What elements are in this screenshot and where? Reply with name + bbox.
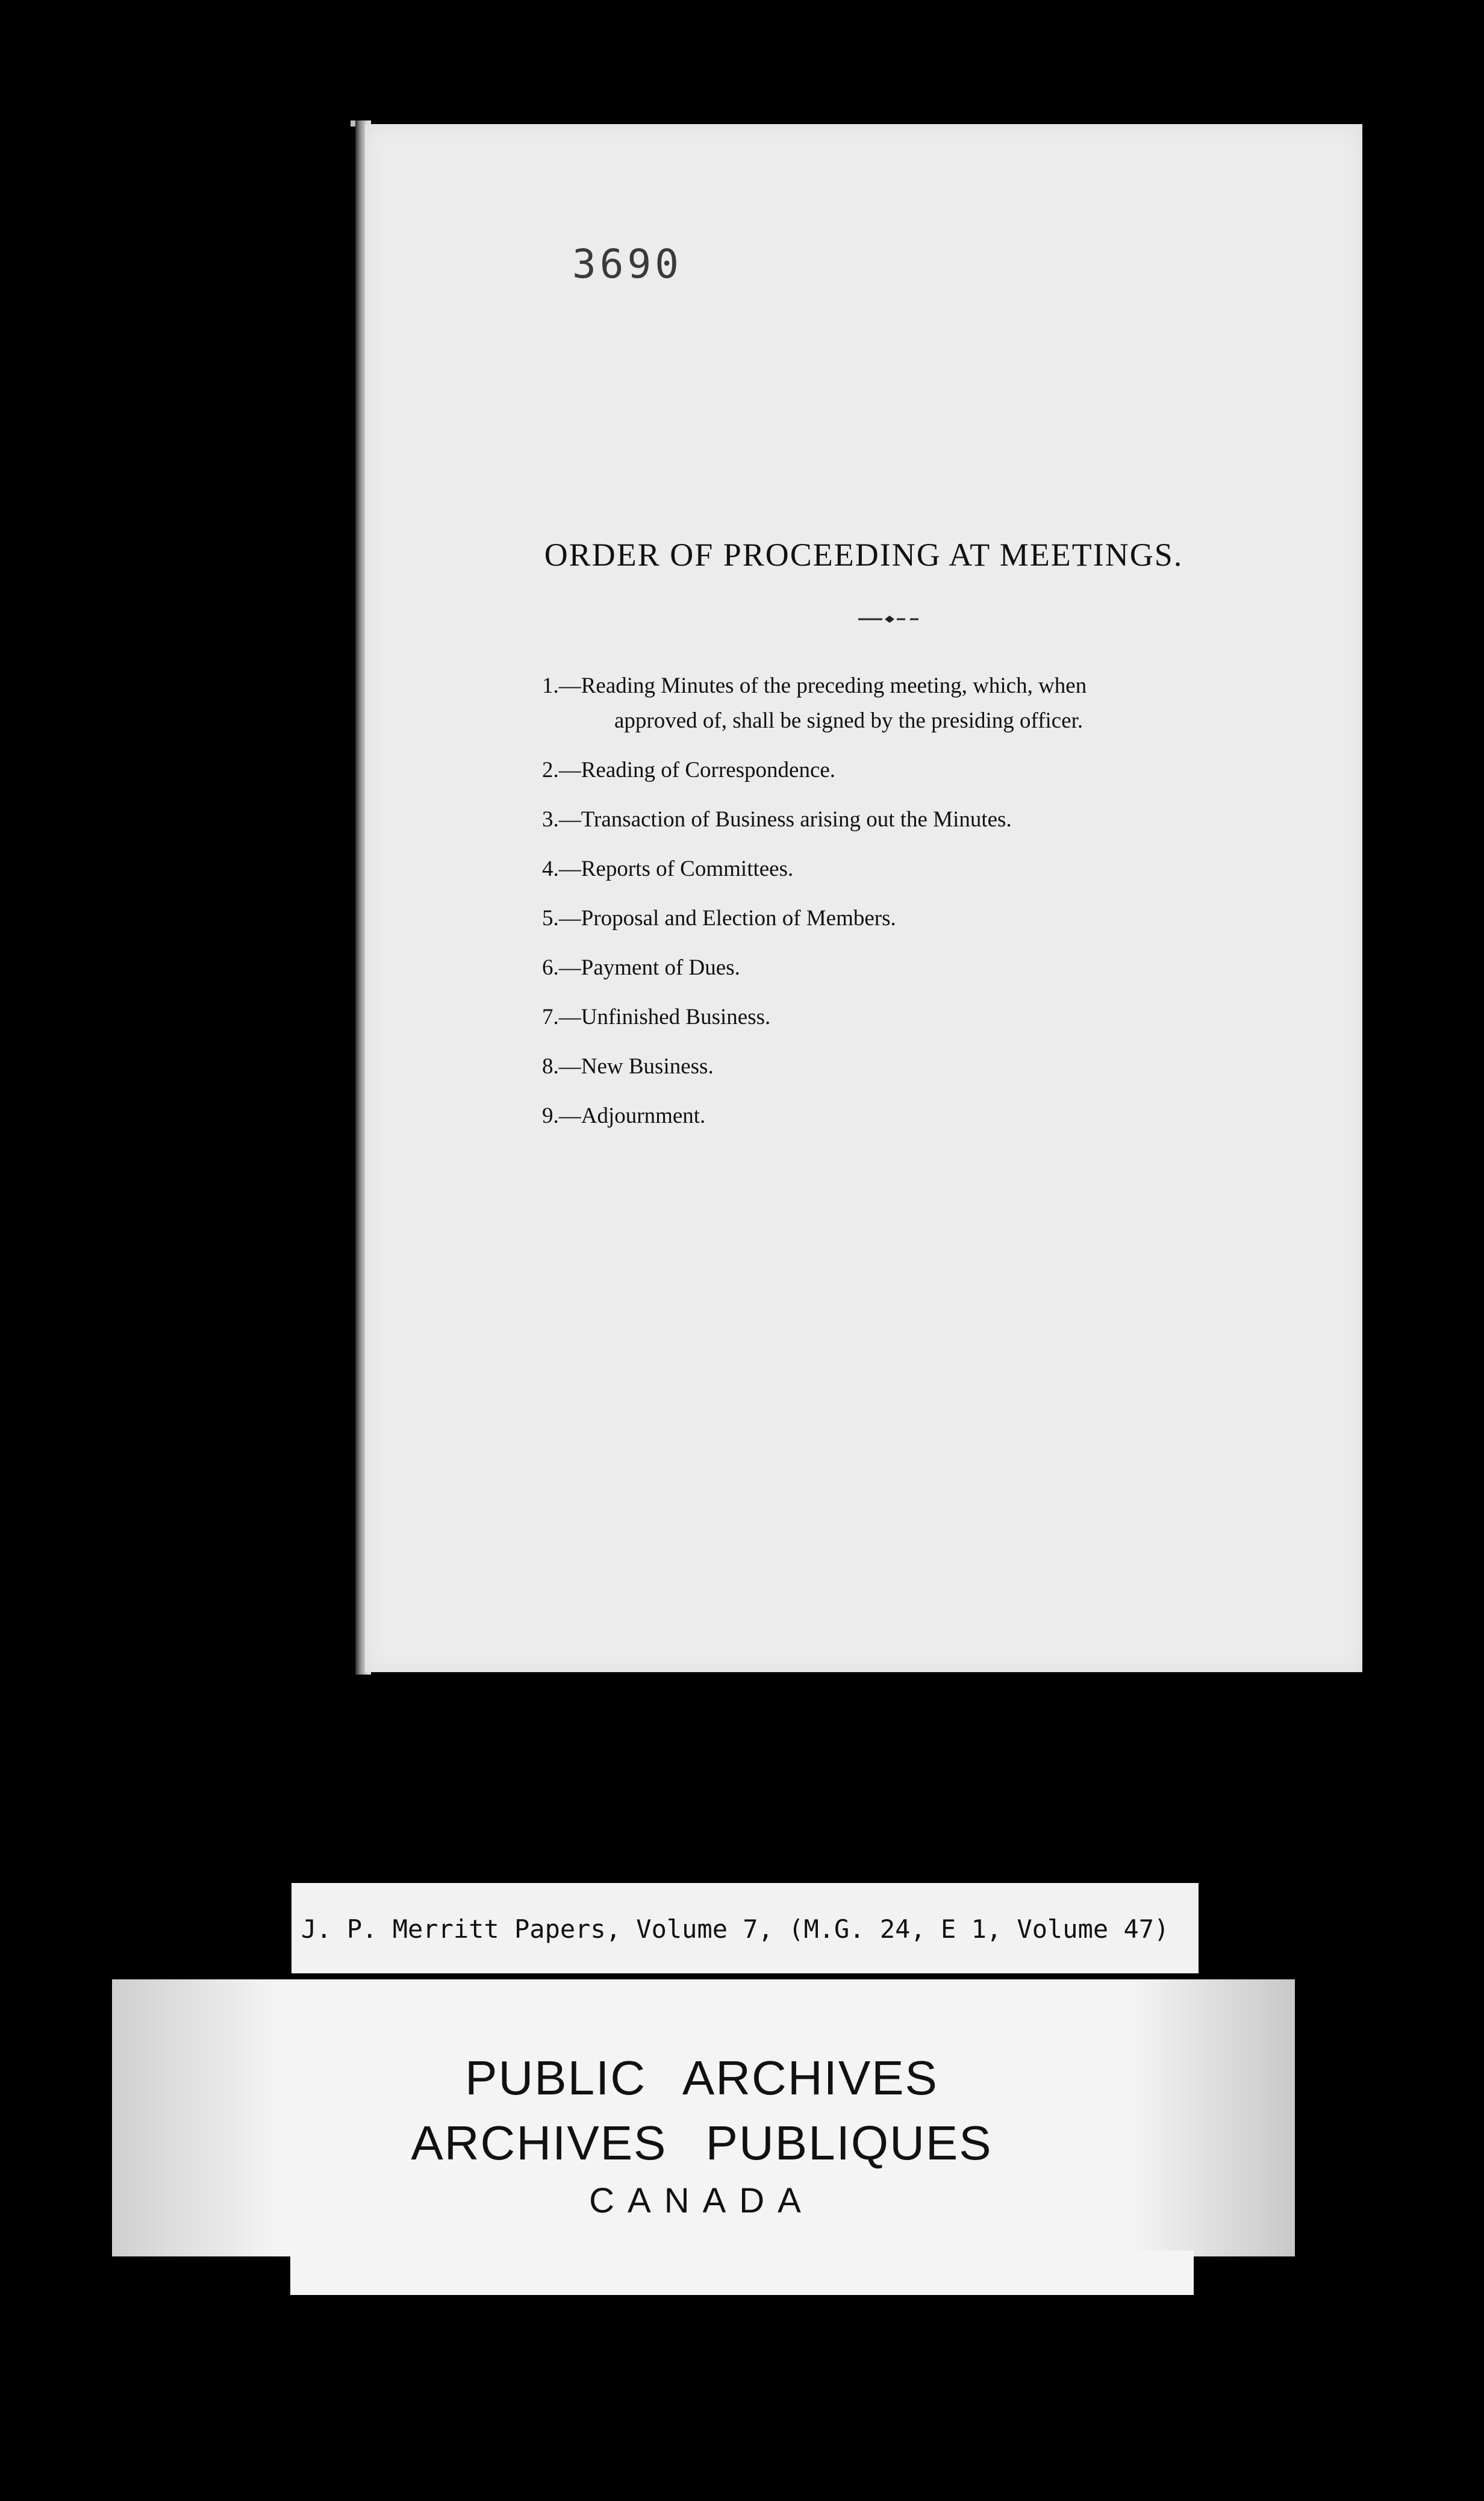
stamp-line-french: ARCHIVES PUBLIQUES [411,2116,993,2170]
proceedings-list [542,669,1241,1148]
item-number: 2. [542,758,559,782]
item-number: 3. [542,807,559,832]
item-text: —Transaction of Business arising out the Minutes. [558,807,1012,832]
item-text: —Unfinished Business. [558,1005,771,1029]
reference-text: J. P. Merritt Papers, Volume 7, (M.G. 24, E 1, Volume 47) [301,1914,1170,1944]
item-text: —New Business. [558,1054,714,1079]
archives-stamp [112,2046,1291,2226]
list-item [542,802,1241,837]
list-item [542,1099,1241,1134]
item-number: 7. [542,1005,559,1029]
item-text: —Reading Minutes of the preceding meeting, which, when [558,673,1087,698]
stamp-card-bottom-strip [290,2250,1194,2295]
list-item [542,1000,1241,1035]
list-item [542,852,1241,887]
list-item [542,951,1241,985]
item-number: 1. [542,673,559,698]
item-text: —Reports of Committees. [558,857,794,881]
item-text: —Payment of Dues. [558,955,740,980]
item-text: —Proposal and Election of Members. [558,906,896,931]
ornament-divider-icon [858,613,921,625]
item-text-continuation: approved of, shall be signed by the presiding officer. [614,708,1083,733]
list-item [542,669,1241,738]
item-number: 5. [542,906,559,931]
item-text: —Reading of Correspondence. [558,758,836,782]
stamp-line-english: PUBLIC ARCHIVES [465,2051,938,2105]
stamp-line-country: CANADA [589,2181,814,2220]
item-number: 4. [542,857,559,881]
item-number: 8. [542,1054,559,1079]
item-number: 6. [542,955,559,980]
list-item [542,753,1241,788]
item-number: 9. [542,1104,559,1128]
page-number: 3690 [572,241,682,287]
document-title: ORDER OF PROCEEDING AT MEETINGS. [544,537,1183,573]
list-item [542,901,1241,936]
item-text: —Adjournment. [558,1104,706,1128]
list-item [542,1049,1241,1084]
